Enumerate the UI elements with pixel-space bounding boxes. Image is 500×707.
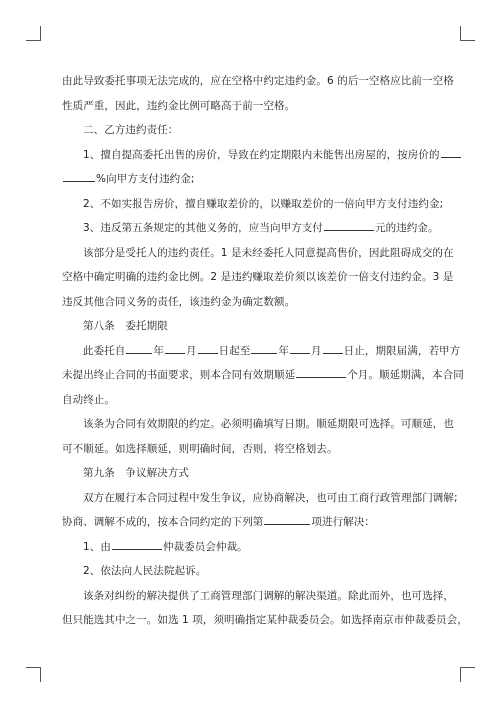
clause-text: 仲裁委员会仲裁。: [162, 540, 248, 553]
clause-text: 月: [311, 344, 322, 357]
paragraph-line: 该条为合同有效期限的约定。必须明确填写日期。顺延期限可选择。可顺延，也: [83, 418, 454, 430]
clause-text: 未提出终止合同的书面要求，则本合同有效期顺延: [62, 369, 296, 381]
paragraph-line: [62, 510, 444, 535]
blank-field[interactable]: [296, 366, 346, 378]
clause-text: 项进行解决：: [311, 516, 376, 528]
clause-text: 3、违反第五条规定的其他义务的，应当向甲方支付: [83, 222, 323, 234]
paragraph-line: 该部分是受托人的违约责任。1 是未经委托人同意提高售价，因此阻碍成交的在: [83, 246, 454, 259]
crop-mark-bottom-left: [26, 667, 41, 682]
blank-field[interactable]: [112, 538, 162, 550]
crop-mark-top-right: [460, 26, 475, 41]
blank-field[interactable]: [165, 342, 185, 354]
blank-field[interactable]: [441, 146, 461, 158]
blank-field[interactable]: [63, 170, 95, 182]
clause-text: 年: [153, 344, 165, 357]
crop-mark-bottom-right: [460, 667, 475, 682]
paragraph-line: [62, 535, 444, 560]
blank-field[interactable]: [324, 219, 374, 231]
paragraph-line: 2、不如实报告房价，擅自赚取差价的，以赚取差价的一倍向甲方支付违约金;: [83, 197, 444, 210]
clause-text: 1、擅自提高委托出售的房价，导致在约定期限内未能售出房屋的，按房价的: [83, 148, 440, 161]
blank-field[interactable]: [198, 342, 218, 354]
paragraph-line: 可不顺延。如选择顺延，则明确时间，否则，将空格划去。: [62, 442, 338, 455]
blank-field[interactable]: [126, 342, 152, 354]
article-heading: 第八条 委托期限: [83, 320, 168, 332]
blank-field[interactable]: [323, 342, 343, 354]
paragraph-line: 双方在履行本合同过程中发生争议，应协商解决，也可由工商行政管理部门调解;: [83, 491, 458, 504]
paragraph-line: [62, 216, 444, 241]
paragraph-line: [62, 167, 444, 192]
paragraph-line: 2、依法向人民法院起诉。: [83, 565, 207, 577]
clause-text: 此委托自: [83, 344, 126, 357]
clause-text: 协商、调解不成的，按本合同约定的下列第: [62, 516, 264, 528]
document-body: [62, 69, 468, 633]
clause-text: 年: [278, 344, 290, 357]
clause-text: 月: [186, 344, 197, 357]
clause-text: 元的违约金。: [374, 222, 439, 234]
paragraph-line: 该条对纠纷的解决提供了工商管理部门调解的解决渠道。除此而外，也可选择，: [83, 589, 454, 602]
clause-text: %向甲方支付违约金;: [96, 173, 195, 185]
crop-mark-top-left: [26, 26, 41, 41]
paragraph-line: 由此导致委托事项无法完成的，应在空格中约定违约金。6 的后一空格应比前一空格: [62, 75, 454, 87]
clause-text: 日止，期限届满，若甲方: [343, 344, 461, 357]
paragraph-line: [62, 143, 444, 168]
paragraph-line: 空格中确定明确的违约金比例。2 是违约赚取差价须以该差价一倍支付违约金。3 是: [62, 271, 454, 283]
clause-text: 日起至: [218, 344, 251, 357]
clause-text: 个月。顺延期满，本合同: [347, 369, 464, 381]
paragraph-line: [62, 339, 461, 364]
paragraph-line: 违反其他合同义务的责任，该违约金为确定数额。: [62, 295, 296, 308]
paragraph-line: 性质严重，因此，违约金比例可略高于前一空格。: [62, 99, 296, 112]
clause-text: 1、由: [83, 540, 111, 553]
blank-field[interactable]: [290, 342, 310, 354]
article-heading: 第九条 争议解决方式: [83, 467, 189, 479]
paragraph-line: 但只能选其中之一。如选 1 项，须明确指定某仲裁委员会。如选择南京市仲裁委员会，: [62, 614, 468, 626]
blank-field[interactable]: [264, 513, 310, 525]
blank-field[interactable]: [251, 342, 277, 354]
section-heading: 二、乙方违约责任：: [83, 124, 179, 136]
paragraph-line: 自动终止。: [62, 393, 115, 406]
paragraph-line: [62, 363, 464, 388]
